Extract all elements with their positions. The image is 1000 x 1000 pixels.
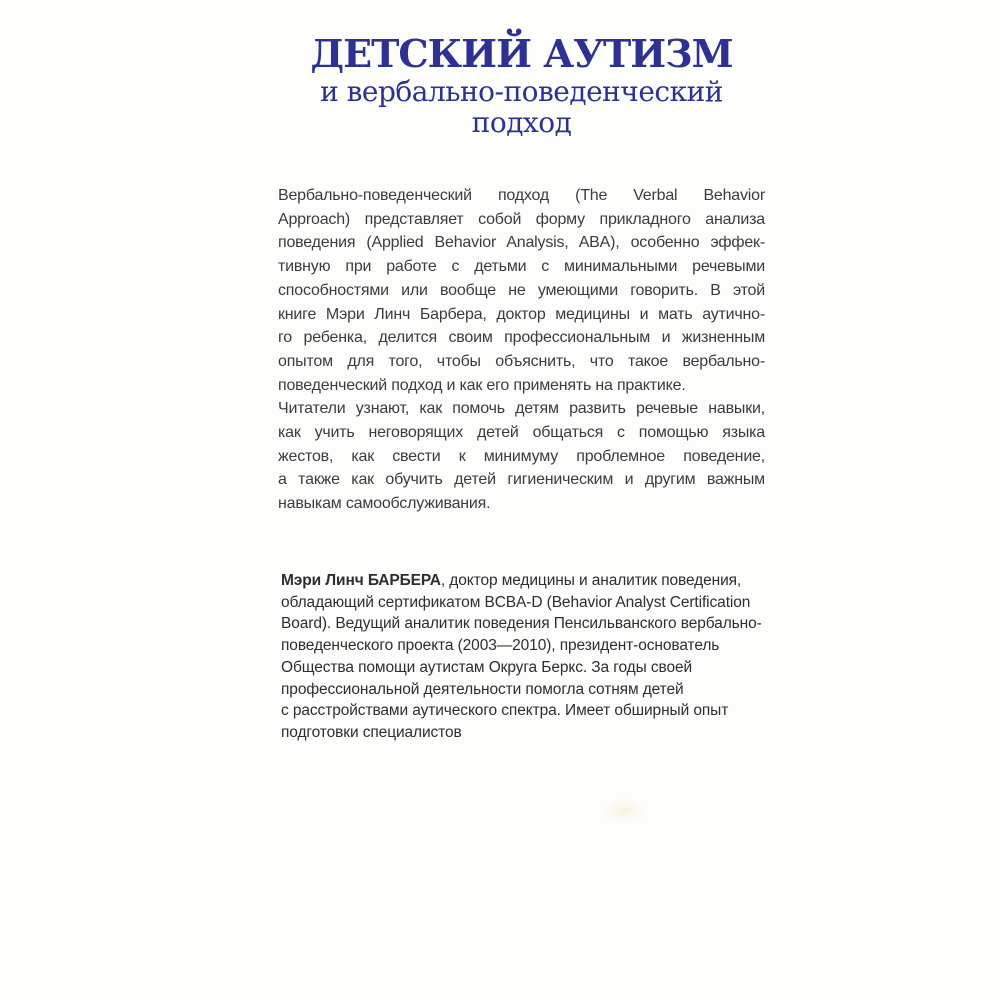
author-bio-text-line: с расстройствами аутического спектра. Имеет обширный опыт — [281, 702, 729, 720]
annotation-text-line: как учить неговорящих детей общаться с помощью языка — [278, 424, 765, 442]
annotation-text-line: а также как обучить детей гигиеническим и другим важным — [278, 471, 765, 489]
annotation-paragraph — [278, 397, 765, 516]
title-block — [278, 32, 765, 138]
author-bio-first-line-rest: , доктор медицины и аналитик поведения, — [440, 572, 742, 589]
annotation-text-line: жестов, как свести к минимуму проблемное поведение, — [278, 447, 765, 465]
author-bio-text-line: Board). Ведущий аналитик поведения Пенсильванского вербально- — [281, 615, 762, 633]
annotation-paragraph — [278, 184, 765, 397]
annotation-text-line: Вербально-поведенческий подход (The Verbal Behavior — [278, 187, 765, 204]
book-title: ДЕТСКИЙ АУТИЗМ — [310, 31, 733, 76]
annotation-text-block — [278, 184, 765, 516]
author-bio-block — [281, 570, 776, 744]
book-subtitle-line2: подход — [471, 106, 572, 139]
author-bio-text-line: профессиональной деятельности помогла сотням детей — [281, 680, 684, 698]
annotation-text-line: поведенческий подход и как его применять на практике. — [278, 376, 686, 394]
annotation-text-line: Approach) представляет собой форму прикладного анализа — [278, 210, 765, 228]
annotation-text-line: поведения (Applied Behavior Analysis, ABA), особенно эффек- — [278, 234, 765, 252]
author-bio-first-line — [281, 570, 776, 592]
author-bio-text-line: обладающий сертификатом BCBA-D (Behavior Analyst Certification — [281, 593, 751, 611]
book-subtitle-line1: и вербально-поведенческий — [320, 75, 723, 108]
annotation-text-line: Читатели узнают, как помочь детям развить речевые навыки, — [278, 400, 765, 418]
author-bio-lines — [281, 592, 776, 744]
annotation-text-line: опытом для того, чтобы объяснить, что такое вербально- — [278, 352, 765, 370]
annotation-text-line: го ребенка, делится своим профессиональным и жизненным — [278, 329, 765, 347]
paper-smudge — [600, 798, 648, 824]
annotation-text-line: тивную при работе с детьми с минимальными речевыми — [278, 258, 765, 276]
annotation-text-line: книге Мэри Линч Барбера, доктор медицины и мать аутично- — [278, 305, 765, 323]
author-bio-text-line: подготовки специалистов — [281, 723, 462, 741]
author-name: Мэри Линч БАРБЕРА — [281, 572, 441, 589]
author-bio-text-line: Общества помощи аутистам Округа Беркс. За годы своей — [281, 658, 693, 676]
annotation-text-line: способностями или вообще не умеющими говорить. В этой — [278, 281, 765, 299]
author-bio-text-line: поведенческого проекта (2003—2010), президент-основатель — [281, 637, 720, 655]
annotation-text-line: навыкам самообслуживания. — [278, 495, 491, 513]
